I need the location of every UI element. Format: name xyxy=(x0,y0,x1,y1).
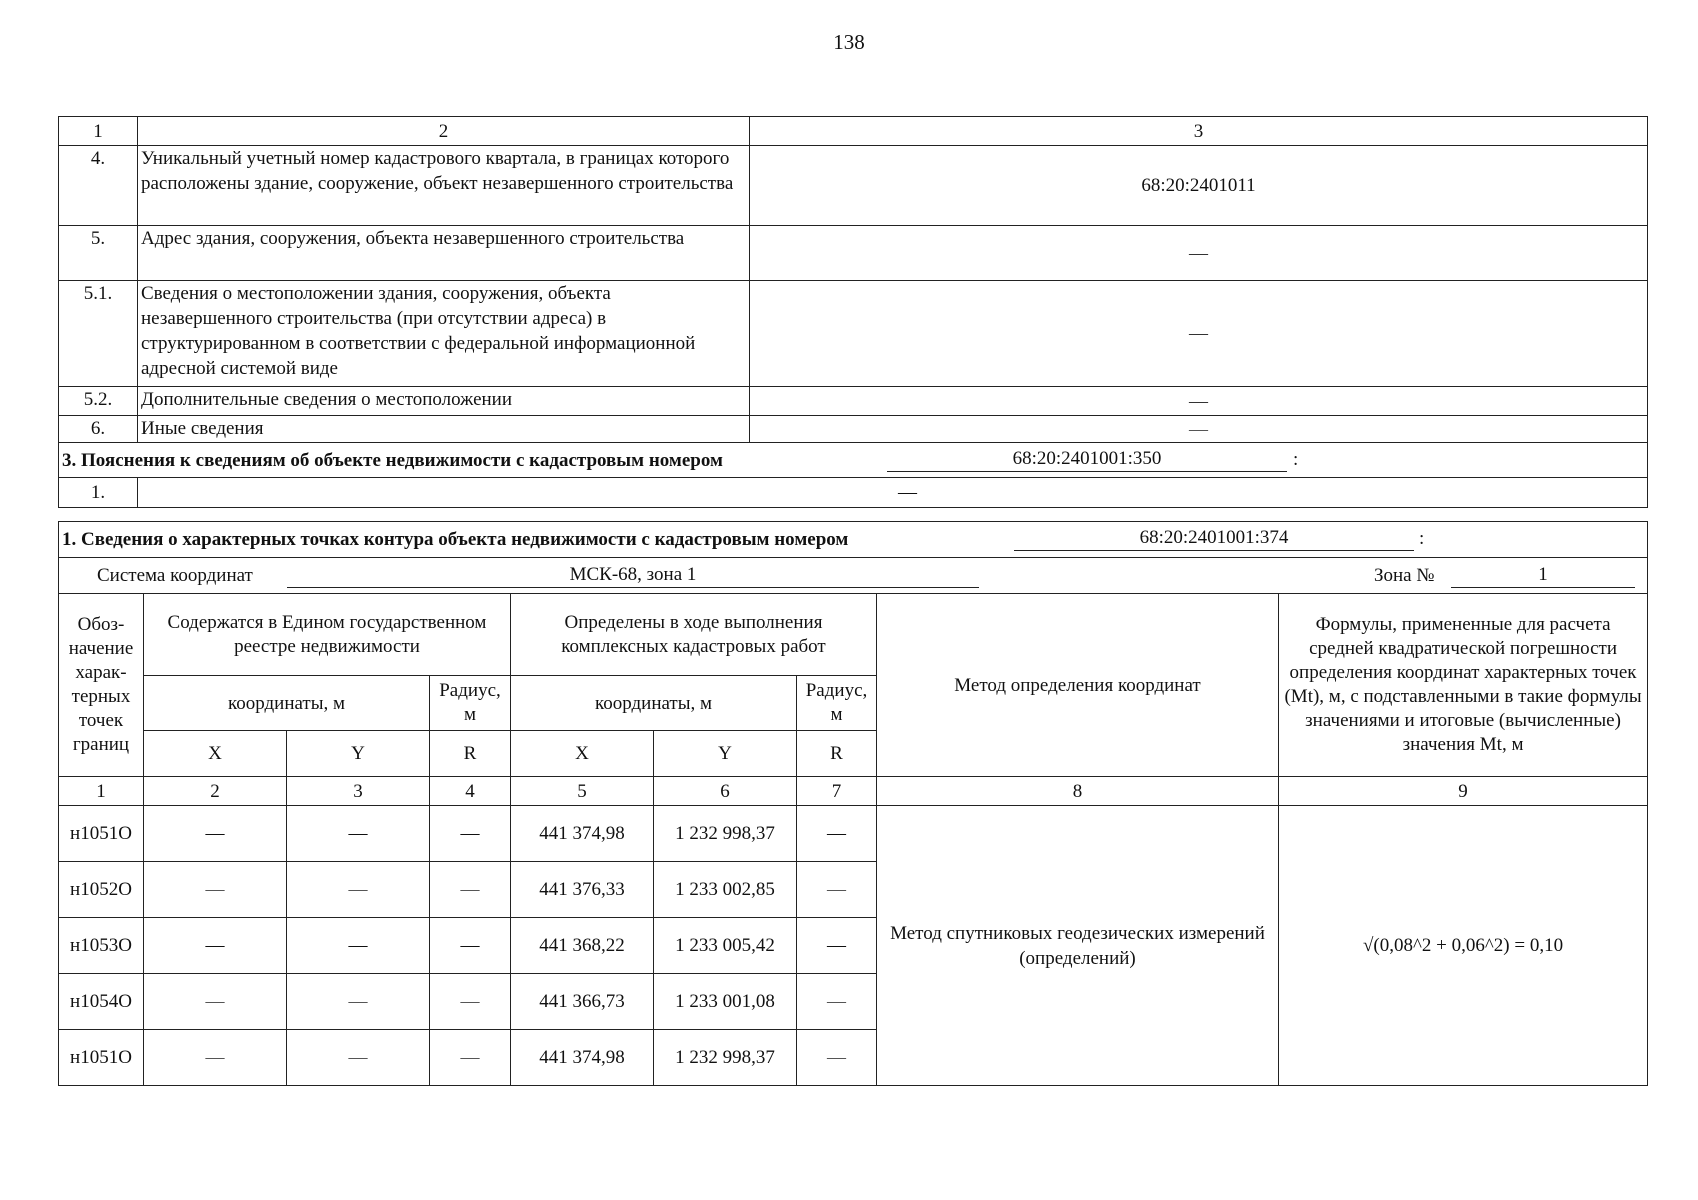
point-x: 441 366,73 xyxy=(511,974,654,1030)
address-value: — xyxy=(750,226,1648,281)
egrn-x: — xyxy=(144,1030,287,1086)
row-number: 1. xyxy=(59,478,138,508)
points-table xyxy=(58,521,1648,1086)
header-determined: Определены в ходе выполнения комплексных кадастровых работ xyxy=(511,594,877,676)
attributes-header-row xyxy=(59,117,1648,146)
header-egrn-r: R xyxy=(430,731,511,777)
cadastral-quarter-value: 68:20:2401011 xyxy=(750,146,1648,226)
header-egrn-y: Y xyxy=(287,731,430,777)
column-numbers-row xyxy=(59,777,1648,806)
attributes-table xyxy=(58,116,1648,508)
point-r: — xyxy=(797,806,877,862)
row-number: 5.2. xyxy=(59,387,138,416)
points-title-row xyxy=(59,522,1648,558)
explanation-value: — xyxy=(138,478,1648,508)
page-number: 138 xyxy=(833,30,865,54)
egrn-y: — xyxy=(287,806,430,862)
points-colon: : xyxy=(1419,528,1425,549)
header-det-r: R xyxy=(797,731,877,777)
attribute-row xyxy=(59,387,1648,416)
header-formulas: Формулы, примененные для расчета средней квадратической погрешности определения координат характерных точек (Mt), м, с подставленными в такие формулы значениями и итоговые (вычисленные) значения Mt, м xyxy=(1279,594,1648,777)
point-designation: н1051О xyxy=(59,806,144,862)
header-det-coords: координаты, м xyxy=(511,676,797,731)
coord-system-row xyxy=(59,558,1648,594)
row-label: Адрес здания, сооружения, объекта незавершенного строительства xyxy=(138,226,750,281)
point-r: — xyxy=(797,862,877,918)
column-number: 3 xyxy=(287,777,430,806)
location-value: — xyxy=(750,281,1648,387)
coord-system-cell xyxy=(59,558,1648,594)
attribute-row xyxy=(59,416,1648,443)
additional-location-value: — xyxy=(750,387,1648,416)
point-x: 441 374,98 xyxy=(511,1030,654,1086)
column-number: 7 xyxy=(797,777,877,806)
header-col-2: 2 xyxy=(138,117,750,146)
row-number: 6. xyxy=(59,416,138,443)
point-designation: н1054О xyxy=(59,974,144,1030)
row-number: 5. xyxy=(59,226,138,281)
explanations-colon: : xyxy=(1293,449,1299,470)
egrn-x: — xyxy=(144,862,287,918)
other-info-value: — xyxy=(750,416,1648,443)
row-label: Уникальный учетный номер кадастрового квартала, в границах которого расположены здание, сооружение, объект незавершенного строительства xyxy=(138,146,750,226)
point-y: 1 233 002,85 xyxy=(654,862,797,918)
explanation-row xyxy=(59,478,1648,508)
row-label: Иные сведения xyxy=(138,416,750,443)
point-y: 1 232 998,37 xyxy=(654,1030,797,1086)
egrn-y: — xyxy=(287,918,430,974)
point-y: 1 233 001,08 xyxy=(654,974,797,1030)
point-x: 441 374,98 xyxy=(511,806,654,862)
header-egrn-coords: координаты, м xyxy=(144,676,430,731)
point-designation: н1053О xyxy=(59,918,144,974)
row-label: Сведения о местоположении здания, сооружения, объекта незавершенного строительства (при отсутствии адреса) в структурированном в соответствии с федеральной информационной адресной системой виде xyxy=(138,281,750,387)
header-det-y: Y xyxy=(654,731,797,777)
header-egrn: Содержатся в Едином государственном реестре недвижимости xyxy=(144,594,511,676)
point-r: — xyxy=(797,1030,877,1086)
column-number: 1 xyxy=(59,777,144,806)
header-egrn-x: X xyxy=(144,731,287,777)
attribute-row xyxy=(59,226,1648,281)
egrn-y: — xyxy=(287,974,430,1030)
header-method: Метод определения координат xyxy=(877,594,1279,777)
row-number: 4. xyxy=(59,146,138,226)
header-col-1: 1 xyxy=(59,117,138,146)
egrn-r: — xyxy=(430,1030,511,1086)
points-section-title: 1. Сведения о характерных точках контура объекта недвижимости с кадастровым номером xyxy=(62,529,849,550)
coord-system-value: МСК-68, зона 1 xyxy=(287,563,979,588)
point-designation: н1051О xyxy=(59,1030,144,1086)
explanations-cadastral-number: 68:20:2401001:350 xyxy=(887,447,1287,472)
point-row xyxy=(59,806,1648,862)
header-col-3: 3 xyxy=(750,117,1648,146)
egrn-x: — xyxy=(144,806,287,862)
header-designation: Обоз-начение харак-терных точек границ xyxy=(59,594,144,777)
point-y: 1 232 998,37 xyxy=(654,806,797,862)
egrn-x: — xyxy=(144,918,287,974)
column-number: 5 xyxy=(511,777,654,806)
row-label: Дополнительные сведения о местоположении xyxy=(138,387,750,416)
formula-cell: √(0,08^2 + 0,06^2) = 0,10 xyxy=(1279,806,1648,1086)
point-x: 441 376,33 xyxy=(511,862,654,918)
explanations-title: 3. Пояснения к сведениям об объекте недвижимости с кадастровым номером xyxy=(62,449,723,471)
points-header-row-1 xyxy=(59,594,1648,676)
zone-label: Зона № xyxy=(1374,565,1435,586)
points-cadastral-number: 68:20:2401001:374 xyxy=(1014,526,1414,551)
point-r: — xyxy=(797,974,877,1030)
explanations-title-cell xyxy=(59,443,1648,478)
egrn-y: — xyxy=(287,1030,430,1086)
header-det-radius: Радиус, м xyxy=(797,676,877,731)
egrn-x: — xyxy=(144,974,287,1030)
header-egrn-radius: Радиус, м xyxy=(430,676,511,731)
egrn-r: — xyxy=(430,974,511,1030)
points-title-cell xyxy=(59,522,1648,558)
row-number: 5.1. xyxy=(59,281,138,387)
coord-system-label: Система координат xyxy=(97,565,253,586)
egrn-r: — xyxy=(430,862,511,918)
column-number: 9 xyxy=(1279,777,1648,806)
column-number: 2 xyxy=(144,777,287,806)
column-number: 6 xyxy=(654,777,797,806)
zone-value: 1 xyxy=(1451,563,1635,588)
method-cell: Метод спутниковых геодезических измерений (определений) xyxy=(877,806,1279,1086)
point-r: — xyxy=(797,918,877,974)
point-x: 441 368,22 xyxy=(511,918,654,974)
header-det-x: X xyxy=(511,731,654,777)
attribute-row xyxy=(59,281,1648,387)
explanations-title-row xyxy=(59,443,1648,478)
egrn-r: — xyxy=(430,918,511,974)
attribute-row xyxy=(59,146,1648,226)
egrn-y: — xyxy=(287,862,430,918)
egrn-r: — xyxy=(430,806,511,862)
point-y: 1 233 005,42 xyxy=(654,918,797,974)
column-number: 4 xyxy=(430,777,511,806)
column-number: 8 xyxy=(877,777,1279,806)
point-designation: н1052О xyxy=(59,862,144,918)
